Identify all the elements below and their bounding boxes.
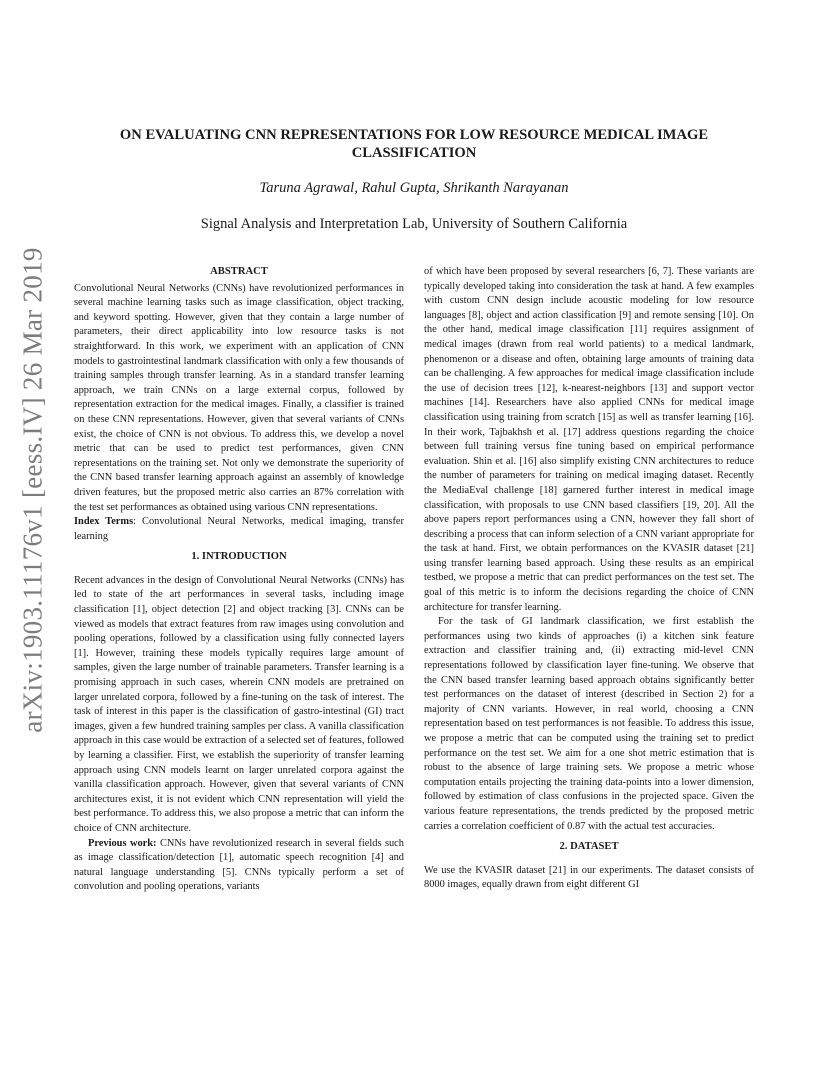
right-paragraph-1: of which have been proposed by several researchers [6, 7]. These variants are typically developed taking into consideration the task at hand. A few examples with custom CNN design include acoustic modeling for low resource languages [8], object and action classification [9] and remote sensing [10]. On the other hand, medical image classification [11] requires assignment of medical images (drawn from real world patients) to a medical landmark, phenomenon or a disease and often, obtaining large amounts of training data can be challenging. A few approaches for medical image classification include the use of decision trees [12], k-nearest-neighbors [13] and support vector machines [14]. Researchers have also applied CNNs for medical image classification using training from scratch [15] as well as transfer learning [16]. In their work, Tajbakhsh et al. [17] address questions regarding the choice between full training versus fine tuning based on empirical performance evaluation. Shin et al. [16] also simplify existing CNN architectures to reduce the number of parameters for training on medical imaging dataset. Recently the MediaEval challenge [18] garnered further interest in medical image classification, with proposals to use CNN based classifiers [19, 20]. All the above papers report performances using a CNN, however they fall short of describing a process that can inform selection of a CNN variant appropriate for the task at hand. First, we obtain performances on the KVASIR dataset [21] using transfer learning based approach. Using these results as an empirical testbed, we propose a metric that can predict performances on the test set. The goal of this metric is to inform the decisions regarding the choice of CNN architecture for transfer learning. <box>424 266 754 613</box>
dataset-paragraph: We use the KVASIR dataset [21] in our experiments. The dataset consists of 8000 images, equally drawn from eight different GI <box>424 864 754 891</box>
dataset-heading: 2. DATASET <box>559 841 619 853</box>
paper-affiliation: Signal Analysis and Interpretation Lab, University of Southern California <box>200 216 628 232</box>
paper-title: ON EVALUATING CNN REPRESENTATIONS FOR LOW RESOURCE MEDICAL IMAGE CLASSIFICATION <box>119 127 709 161</box>
previous-work-paragraph <box>74 837 404 895</box>
index-terms <box>74 515 404 544</box>
arxiv-sidebar <box>8 247 58 733</box>
previous-work-label: Previous work: <box>88 837 157 849</box>
right-paragraph-2: For the task of GI landmark classification, we first establish the performances using two kinds of approaches (i) a kitchen sink feature extraction and classifier training and, (ii) extracting mid-level CNN representations followed by classification layer fine-tuning. We observe that the CNN based transfer learning based approach obtains significantly better test performances on the dataset of interest (described in Section 2) for a majority of CNN variants. However, in real world, choosing a CNN representation based on test performances is not feasible. To address this issue, we propose a metric that can be computed using the training set to predict performance on the test set. We aim for a one shot metric estimation that is robust to the absence of large training sets. We propose a metric whose computation entails projecting the training data-points into a lower dimension, followed by estimation of class confusions in the projected space. Given the various feature representations, the trends predicted by the proposed metric carries a correlation coefficient of 0.87 with the actual test accuracies. <box>424 616 754 832</box>
index-terms-text: : Convolutional Neural Networks, medical imaging, transfer learning <box>74 516 405 542</box>
abstract-heading: ABSTRACT <box>210 266 268 277</box>
paper-authors: Taruna Agrawal, Rahul Gupta, Shrikanth Narayanan <box>259 180 569 196</box>
left-column <box>74 265 404 895</box>
abstract-text: Convolutional Neural Networks (CNNs) have revolutionized performances in several machine learning tasks such as image classification, object tracking, and keyword spotting. However, given that they contain a large number of parameters, their direct applicability into low resource tasks is not straightforward. In this work, we experiment with an application of CNN models to gastrointestinal landmark classification with only a few thousands of training samples through transfer learning. As in a standard transfer learning approach, we train CNNs on a large external corpus, followed by representation extraction for the medical images. Finally, a classifier is trained on these CNN representations. However, given that several variants of CNNs exist, the choice of CNN is not obvious. To address this, we develop a novel metric that can be used to predict test performances, given CNN representations on the training set. Not only we demonstrate the superiority of the CNN based transfer learning approach against an assembly of knowledge driven features, but the proposed metric also carries an 87% correlation with the test set performances as obtained using various CNN representations. <box>74 282 404 513</box>
right-column <box>424 265 754 893</box>
previous-work-text: CNNs have revolutionized research in several fields such as image classification/detection [1], automatic speech recognition [4] and natural language understanding [5]. CNNs typically perform a set of convolution and pooling operations, variants <box>74 837 404 893</box>
arxiv-identifier: arXiv:1903.11176v1 [eess.IV] 26 Mar 2019 <box>17 247 48 733</box>
index-terms-label: Index Terms <box>74 516 134 528</box>
introduction-heading: 1. INTRODUCTION <box>191 551 287 563</box>
intro-paragraph-1: Recent advances in the design of Convolutional Neural Networks (CNNs) has led to state of the art performances in several tasks, including image classification [1], object detection [2] and object tracking [3]. CNNs can be viewed as models that extract features from raw images using convolution and pooling operations, followed by a classification using fully connected layers [1]. However, training these models typically requires large amount of samples, given the large number of trainable parameters. Transfer learning is a promising approach in such cases, wherein CNN models are pretrained on larger unrelated corpora, followed by a fine-tuning on the task of interest. The task of interest in this paper is the classification of gastro-intestinal (GI) tract images, given a few hundred training samples per class. A vanilla classification approach in this case would be extraction of a selected set of features, followed by learning a classifier. First, we establish the superiority of transfer learning approach using CNN models learnt on larger unrelated corpora against the vanilla classification approach. However, given that several variants of CNN architectures exist, it is not evident which CNN representation will yield the best performance. To address this, we also propose a metric that can inform the choice of CNN architecture. <box>74 574 404 834</box>
